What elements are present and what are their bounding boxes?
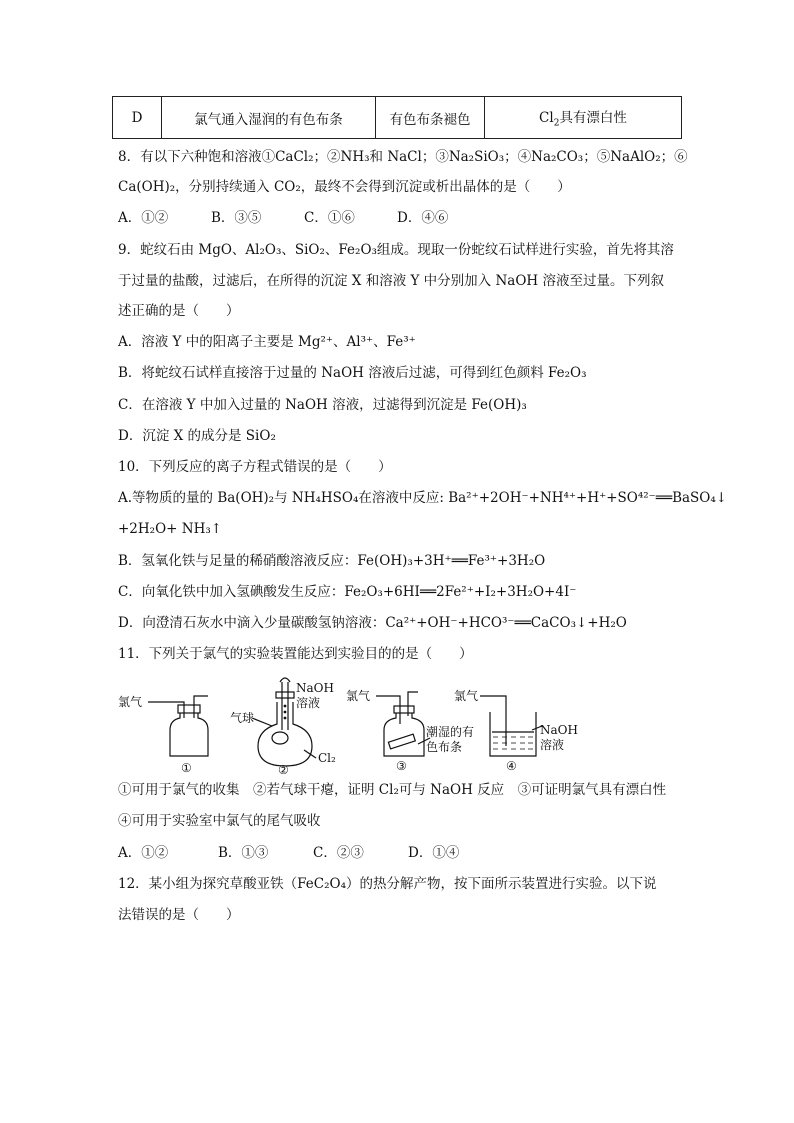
q11-desc-line2: ④可用于实验室中氯气的尾气吸收 <box>118 813 321 829</box>
stopper-3 <box>394 706 414 713</box>
fig-number-3: ③ <box>396 759 407 773</box>
fig-label-wet-cloth-1: 潮湿的有 <box>426 725 475 739</box>
q8-option-b: B．③⑤ <box>211 210 262 226</box>
fig-label-solution-2: 溶液 <box>296 696 321 710</box>
balloon-pointer <box>252 718 272 726</box>
fig-label-naoh-4: NaOH <box>540 723 578 737</box>
fig-label-chlorine-3: 氯气 <box>346 689 371 703</box>
q11-options <box>118 843 459 863</box>
q11-option-a: A．①② <box>118 845 169 861</box>
q8-line1: 8．有以下六种饱和溶液①CaCl₂；②NH₃和 NaCl；③Na₂SiO₃；④Na₂CO₃；⑤NaAlO₂；⑥ <box>118 149 688 165</box>
q8-option-d: D．④⑥ <box>397 210 449 226</box>
cl-text: Cl <box>539 110 554 127</box>
inlet-tube-3 <box>376 696 400 724</box>
q11-option-c: C．②③ <box>313 845 364 861</box>
table-cell-operation: 氯气通入湿润的有色布条 <box>162 97 376 139</box>
q9-option-a: A．溶液 Y 中的阳离子主要是 Mg²⁺、Al³⁺、Fe³⁺ <box>118 334 416 350</box>
q10-stem: 10．下列反应的离子方程式错误的是（ ） <box>118 459 392 475</box>
fig-number-4: ④ <box>506 759 517 773</box>
q9-option-c: C．在溶液 Y 中加入过量的 NaOH 溶液，过滤得到沉淀是 Fe(OH)₃ <box>118 397 527 413</box>
stopper-1 <box>178 705 200 713</box>
fig-label-solution-4: 溶液 <box>540 738 565 752</box>
q11-desc-line1: ①可用于氯气的收集 ②若气球干瘪，证明 Cl₂可与 NaOH 反应 ③可证明氯气具有漂白性 <box>118 782 667 798</box>
q10-option-b: B．氢氧化铁与足量的稀硝酸溶液反应：Fe(OH)₃+3H⁺══Fe³⁺+3H₂O <box>118 553 546 569</box>
cl-subscript: 2 <box>553 118 560 129</box>
q10-option-a-line2: +2H₂O+ NH₃↑ <box>118 521 223 537</box>
table-cell-option: D <box>113 97 162 139</box>
conclusion-text: 具有漂白性 <box>559 110 627 127</box>
fig-label-naoh-2: NaOH <box>296 681 334 695</box>
bottle-3 <box>384 713 424 756</box>
q9-option-b: B．将蛇纹石试样直接溶于过量的 NaOH 溶液后过滤，可得到红色颜料 Fe₂O₃ <box>118 365 587 381</box>
q9-option-d: D．沉淀 X 的成分是 SiO₂ <box>118 428 276 444</box>
outlet-tube-1 <box>194 696 208 718</box>
table-row <box>113 97 682 139</box>
table-cell-phenomenon: 有色布条褪色 <box>376 97 485 139</box>
fig-number-1: ① <box>181 761 192 774</box>
q11-stem: 11．下列关于氯气的实验装置能达到实验目的的是（ ） <box>118 646 473 662</box>
inlet-tube-4 <box>480 696 506 746</box>
q8-line2: Ca(OH)₂，分别持续通入 CO₂，最终不会得到沉淀或析出晶体的是（ ） <box>118 179 571 195</box>
fig-label-cl2: Cl₂ <box>318 751 336 765</box>
table-cell-conclusion <box>485 97 682 139</box>
q11-option-d: D．①④ <box>408 845 460 861</box>
fig-label-balloon: 气球 <box>230 711 255 725</box>
answer-table <box>112 96 682 139</box>
q8-option-a: A．①② <box>118 210 169 226</box>
q9-line2: 于过量的盐酸，过滤后，在所得的沉淀 X 和溶液 Y 中分别加入 NaOH 溶液至过量。下列叙 <box>118 273 664 289</box>
wet-cloth <box>388 734 415 749</box>
balloon-shape <box>272 732 288 744</box>
fig-label-chlorine-1: 氯气 <box>118 695 143 709</box>
q12-line2: 法错误的是（ ） <box>118 907 240 923</box>
stopper-2 <box>276 692 294 698</box>
fig-label-wet-cloth-2: 色布条 <box>426 740 463 754</box>
bottle-1 <box>170 713 208 756</box>
fig-number-2: ② <box>278 763 289 774</box>
q10-option-c: C．向氧化铁中加入氢碘酸发生反应：Fe₂O₃+6HI══2Fe²⁺+I₂+3H₂O+4I⁻ <box>118 584 577 600</box>
q9-line3: 述正确的是（ ） <box>118 303 240 319</box>
q10-option-d: D．向澄清石灰水中滴入少量碳酸氢钠溶液：Ca²⁺+OH⁻+HCO³⁻══CaCO₃↓+H₂O <box>118 615 627 631</box>
cl2-pointer <box>304 750 316 758</box>
q8-option-c: C．①⑥ <box>304 210 355 226</box>
q9-line1: 9．蛇纹石由 MgO、Al₂O₃、SiO₂、Fe₂O₃组成。现取一份蛇纹石试样进行实验，首先将其溶 <box>118 242 674 258</box>
dropper-bulb <box>280 678 290 682</box>
apparatus-figure <box>118 672 598 774</box>
q8-options <box>118 208 448 228</box>
fig-label-chlorine-4: 氯气 <box>454 689 479 703</box>
q11-option-b: B．①③ <box>218 845 269 861</box>
q12-line1: 12．某小组为探究草酸亚铁（FeC₂O₄）的热分解产物，按下面所示装置进行实验。以下说 <box>118 876 657 892</box>
q10-option-a-line1: A.等物质的量的 Ba(OH)₂与 NH₄HSO₄在溶液中反应: Ba²⁺+2OH⁻+NH⁴⁺+H⁺+SO⁴²⁻══BaSO₄↓ <box>118 490 728 506</box>
liquid-hatching <box>493 737 533 749</box>
beaker <box>490 712 536 756</box>
